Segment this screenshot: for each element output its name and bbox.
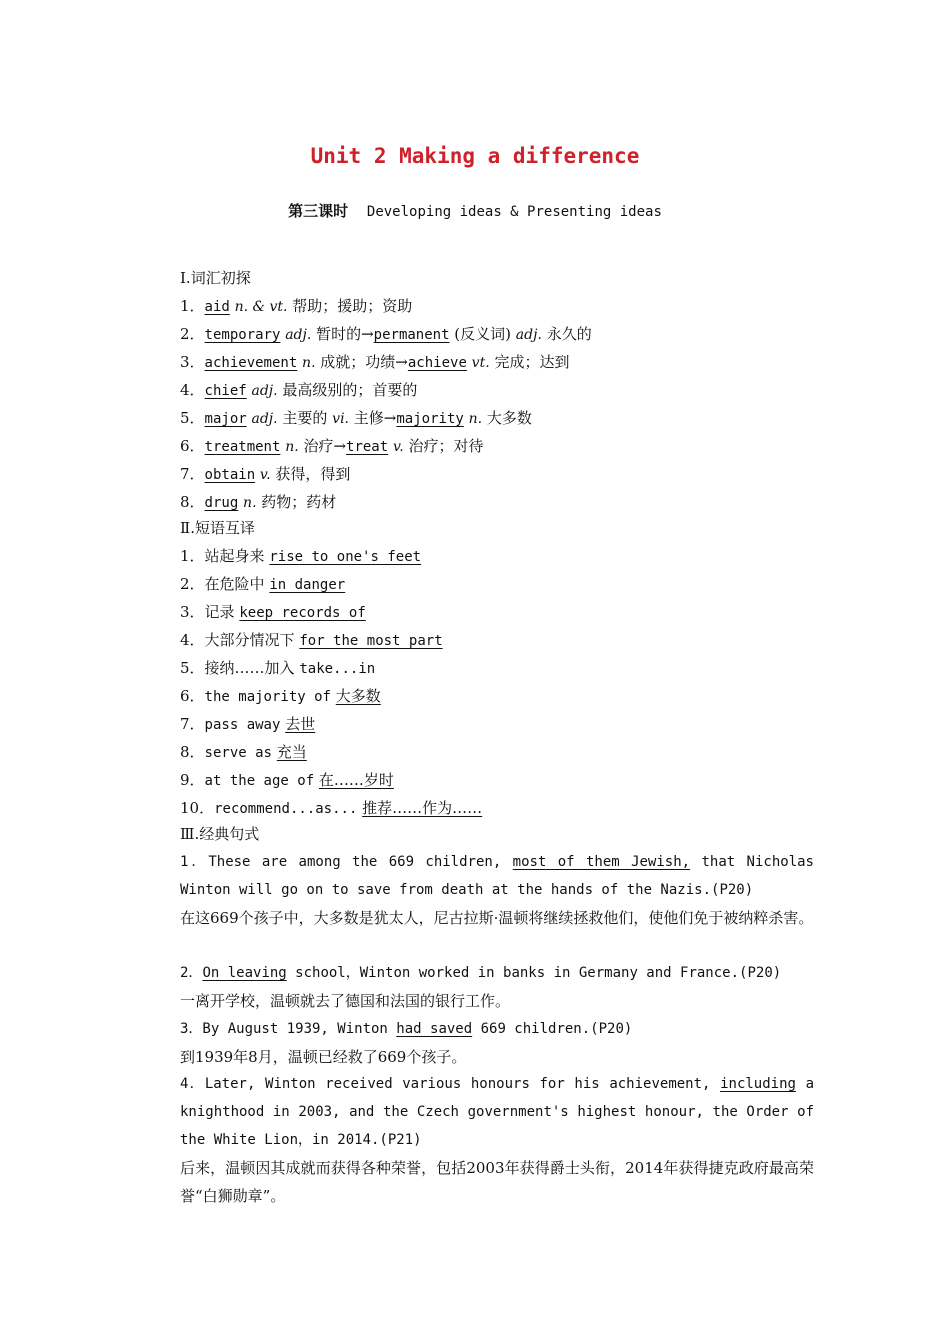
phrase-item: 5．接纳……加入 take...in [180, 659, 376, 677]
sentence-4: 4．Later, Winton received various honours for his achievement, including a knighthood in 2003, and the Czech government's highest honour, the Order of the White Lion，in 2014.(P21) 后来，温顿因其成就而获得各种荣誉，包括2003年获得爵士头衔，2014年获得捷克政府最高荣誉“白狮勋章”。 [136, 1070, 814, 1210]
phrase-answer: take...in [299, 661, 376, 677]
lesson-number: 第三课时 [288, 202, 349, 220]
sentence-blank: including [720, 1076, 796, 1092]
vocab-word: chief [204, 383, 247, 399]
phrase-answer: 大多数 [335, 687, 381, 705]
vocab-word: drug [204, 495, 239, 511]
section-heading-phrases: Ⅱ.短语互译 [180, 519, 255, 537]
sentence-blank: most of them Jewish, [512, 854, 691, 870]
phrase-item: 6．the majority of 大多数 [180, 687, 381, 705]
vocab-item: 7．obtain v. 获得，得到 [180, 465, 351, 483]
page-title: Unit 2 Making a difference [310, 144, 640, 168]
sentence-3: 3．By August 1939, Winton had saved 669 children.(P20) 到1939年8月，温顿已经救了669个孩子。 [136, 1015, 814, 1071]
vocab-derived-word: treat [346, 439, 389, 455]
phrase-item: 9．at the age of 在……岁时 [180, 771, 394, 789]
sentence-translation: 在这669个孩子中，大多数是犹太人，尼古拉斯·温顿将继续拯救他们，使他们免于被纳粹杀害。 [180, 909, 814, 927]
vocab-item: 3．achievement n. 成就；功绩→achieve vt. 完成；达到 [180, 353, 570, 371]
phrase-answer: rise to one's feet [269, 549, 422, 565]
vocab-derived-word: majority [396, 411, 464, 427]
sentence-translation: 到1939年8月，温顿已经救了669个孩子。 [180, 1048, 467, 1066]
vocab-item: 5．major adj. 主要的 vi. 主修→majority n. 大多数 [180, 409, 532, 427]
phrase-answer: in danger [269, 577, 346, 593]
vocab-item: 1．aid n. & vt. 帮助；援助；资助 [180, 297, 413, 315]
vocab-item: 2．temporary adj. 暂时的→permanent (反义词) adj. 永久的 [180, 325, 592, 343]
sentence-1: 1．These are among the 669 children, most of them Jewish, that Nicholas Winton will go on to save from death at the hands of the Nazis.(P20) 在这669个孩子中，大多数是犹太人，尼古拉斯·温顿将继续拯救他们，使他们免于被纳粹杀害。 [136, 848, 814, 932]
lesson-topic: Developing ideas & Presenting ideas [366, 204, 662, 220]
vocab-word: aid [204, 299, 230, 315]
phrase-item: 10．recommend...as... 推荐……作为…… [180, 799, 483, 817]
section-heading-sentences: Ⅲ.经典句式 [180, 825, 260, 843]
phrase-item: 4．大部分情况下 for the most part [180, 631, 443, 649]
vocab-word: treatment [204, 439, 281, 455]
vocab-derived-word: permanent [373, 327, 450, 343]
sentence-blank: had saved [396, 1021, 473, 1037]
section-heading-vocab: Ⅰ.词汇初探 [180, 269, 251, 287]
phrase-answer: 充当 [276, 743, 307, 761]
lesson-subtitle [0, 200, 950, 221]
sentence-2: 2．On leaving school，Winton worked in banks in Germany and France.(P20) 一离开学校，温顿就去了德国和法国的银行工作。 [136, 959, 814, 1015]
sentence-blank: On leaving [202, 965, 287, 981]
phrase-answer: 去世 [285, 715, 316, 733]
vocab-word: major [204, 411, 247, 427]
phrase-item: 7．pass away 去世 [180, 715, 316, 733]
vocab-word: achievement [204, 355, 298, 371]
vocab-word: temporary [204, 327, 281, 343]
vocab-word: obtain [204, 467, 256, 483]
phrase-answer: for the most part [299, 633, 443, 649]
phrase-answer: 推荐……作为…… [362, 799, 483, 817]
vocab-item: 4．chief adj. 最高级别的；首要的 [180, 381, 418, 399]
phrase-item: 8．serve as 充当 [180, 743, 307, 761]
sentence-translation: 后来，温顿因其成就而获得各种荣誉，包括2003年获得爵士头衔，2014年获得捷克政府最高荣誉“白狮勋章”。 [180, 1159, 814, 1205]
vocab-item: 6．treatment n. 治疗→treat v. 治疗；对待 [180, 437, 484, 455]
vocab-item: 8．drug n. 药物；药材 [180, 493, 337, 511]
phrase-item: 2．在危险中 in danger [180, 575, 346, 593]
phrase-item: 1．站起身来 rise to one's feet [180, 547, 422, 565]
phrase-answer: keep records of [239, 605, 366, 621]
sentence-translation: 一离开学校，温顿就去了德国和法国的银行工作。 [180, 992, 511, 1010]
vocab-derived-word: achieve [407, 355, 467, 371]
phrase-item: 3．记录 keep records of [180, 603, 366, 621]
phrase-answer: 在……岁时 [318, 771, 394, 789]
